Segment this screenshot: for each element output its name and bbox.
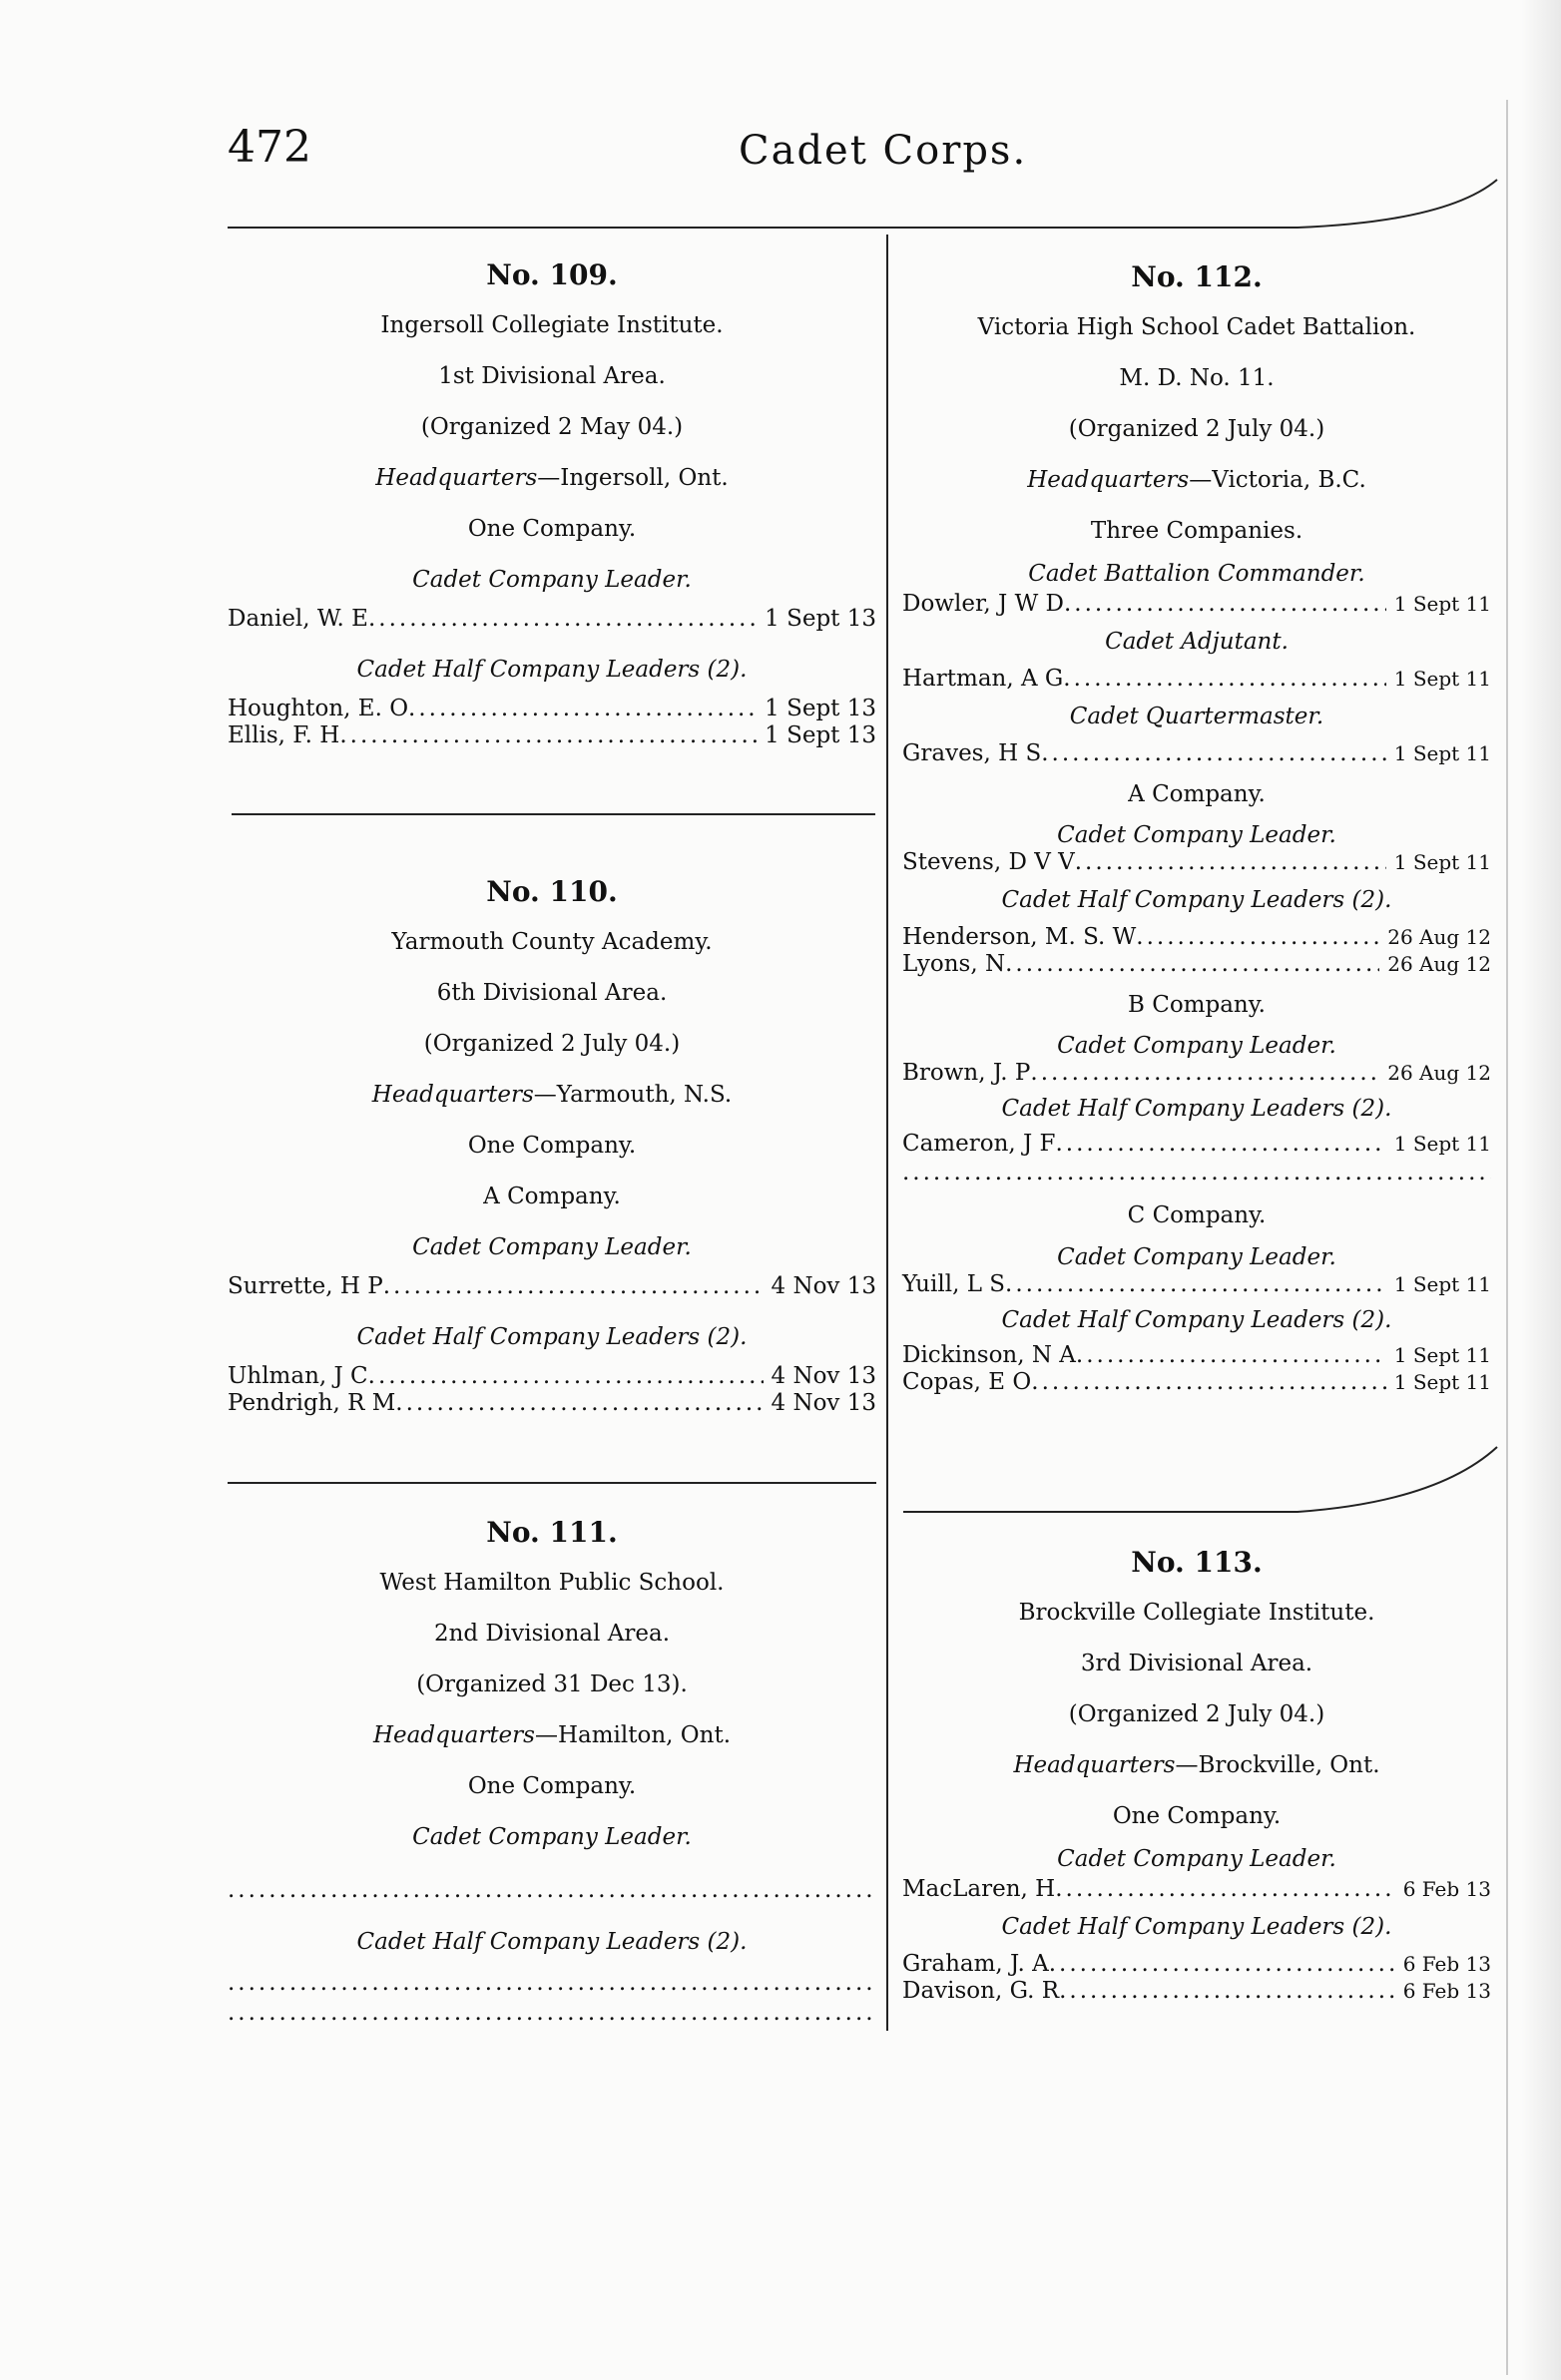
- roster-entry: Copas, E O ..... 1 Sept 11: [902, 1369, 1491, 1396]
- school-name: Ingersoll Collegiate Institute.: [380, 312, 724, 338]
- roster-entry: Graham, J. A ..... 6 Feb 13: [902, 1951, 1491, 1978]
- school-name: Brockville Collegiate Institute.: [1018, 1600, 1375, 1626]
- section-title: Cadet Company Leader.: [412, 567, 692, 593]
- companies: One Company.: [1112, 1803, 1282, 1829]
- school-name: Yarmouth County Academy.: [391, 929, 713, 955]
- unit-110: [228, 866, 876, 1417]
- companies: Three Companies.: [1090, 518, 1303, 544]
- section-divider: [228, 1482, 876, 1484]
- headquarters: Headquarters—Brockville, Ont.: [1013, 1752, 1380, 1778]
- unit-number: No. 110.: [486, 875, 618, 908]
- company-heading: B Company.: [1128, 992, 1266, 1018]
- blank-entry-line: [228, 1875, 876, 1905]
- blank-entry-line: [228, 1998, 876, 2028]
- section-title: Cadet Half Company Leaders (2).: [1001, 1914, 1392, 1940]
- area: M. D. No. 11.: [1119, 365, 1275, 391]
- section-title: Cadet Company Leader.: [1057, 1244, 1336, 1270]
- roster-entry: Yuill, L S ..... 1 Sept 11: [902, 1271, 1491, 1298]
- companies: One Company.: [467, 1133, 637, 1159]
- roster-entry: Davison, G. R ..... 6 Feb 13: [902, 1978, 1491, 2005]
- section-title: Cadet Half Company Leaders (2).: [356, 657, 748, 683]
- roster-entry: Brown, J. P ..... 26 Aug 12: [902, 1060, 1491, 1087]
- company-heading: A Company.: [1128, 781, 1266, 807]
- roster-entry: Stevens, D V V ..... 1 Sept 11: [902, 849, 1491, 876]
- section-title: Cadet Half Company Leaders (2).: [1001, 887, 1392, 913]
- section-title: Cadet Half Company Leaders (2).: [1001, 1307, 1392, 1333]
- roster-entry: Surrette, H P ..... 4 Nov 13: [228, 1273, 876, 1300]
- section-title: Cadet Company Leader.: [1057, 1846, 1336, 1872]
- area: 2nd Divisional Area.: [433, 1621, 671, 1647]
- organized-date: (Organized 2 July 04.): [1068, 1701, 1325, 1727]
- section-title: Cadet Company Leader.: [412, 1234, 692, 1260]
- organized-date: (Organized 2 May 04.): [420, 414, 684, 440]
- roster-entry: Ellis, F. H ..... 1 Sept 13: [228, 722, 876, 749]
- unit-number: No. 111.: [486, 1516, 618, 1549]
- roster-entry: Dickinson, N A ..... 1 Sept 11: [902, 1342, 1491, 1369]
- section-title: Cadet Quartermaster.: [1069, 704, 1324, 729]
- section-divider: [232, 813, 875, 815]
- school-name: Victoria High School Cadet Battalion.: [977, 314, 1416, 340]
- area: 1st Divisional Area.: [438, 363, 666, 389]
- headquarters: Headquarters—Victoria, B.C.: [1027, 467, 1366, 493]
- area: 6th Divisional Area.: [436, 980, 668, 1006]
- school-name: West Hamilton Public School.: [379, 1570, 725, 1596]
- companies: One Company.: [467, 516, 637, 542]
- section-title: Cadet Company Leader.: [1057, 822, 1336, 848]
- organized-date: (Organized 2 July 04.): [423, 1031, 681, 1057]
- section-title: Cadet Battalion Commander.: [1028, 561, 1365, 587]
- section-title: Cadet Company Leader.: [1057, 1033, 1336, 1059]
- blank-entry-line: [228, 1968, 876, 1998]
- headquarters: Headquarters—Yarmouth, N.S.: [371, 1082, 733, 1108]
- page-number: 472: [228, 122, 311, 173]
- companies: One Company.: [467, 1773, 637, 1799]
- roster-entry: Henderson, M. S. W ..... 26 Aug 12: [902, 924, 1491, 951]
- unit-113: [902, 1537, 1491, 2005]
- roster-entry: Pendrigh, R M ..... 4 Nov 13: [228, 1390, 876, 1417]
- roster-entry: Uhlman, J C ..... 4 Nov 13: [228, 1363, 876, 1390]
- unit-number: No. 109.: [486, 258, 618, 291]
- section-title: Cadet Half Company Leaders (2).: [356, 1929, 748, 1955]
- organized-date: (Organized 2 July 04.): [1068, 416, 1325, 442]
- section-title: Cadet Company Leader.: [412, 1824, 692, 1850]
- unit-111: [228, 1507, 876, 2028]
- company-heading: C Company.: [1127, 1202, 1267, 1228]
- roster-entry: Cameron, J F ..... 1 Sept 11: [902, 1131, 1491, 1158]
- company-heading: A Company.: [483, 1184, 621, 1209]
- roster-entry: Dowler, J W D ..... 1 Sept 11: [902, 591, 1491, 618]
- headquarters: Headquarters—Ingersoll, Ont.: [375, 465, 729, 491]
- organized-date: (Organized 31 Dec 13).: [416, 1671, 688, 1697]
- roster-entry: Lyons, N ..... 26 Aug 12: [902, 951, 1491, 978]
- column-divider: [886, 235, 888, 2031]
- roster-entry: MacLaren, H ..... 6 Feb 13: [902, 1876, 1491, 1903]
- unit-number: No. 112.: [1131, 260, 1263, 293]
- roster-entry: Graves, H S ..... 1 Sept 11: [902, 740, 1491, 767]
- roster-entry: Houghton, E. O ..... 1 Sept 13: [228, 696, 876, 722]
- area: 3rd Divisional Area.: [1080, 1651, 1313, 1676]
- roster-entry: Hartman, A G ..... 1 Sept 11: [902, 666, 1491, 693]
- roster-entry: Daniel, W. E ..... 1 Sept 13: [228, 606, 876, 633]
- unit-109: [228, 249, 876, 749]
- unit-112: [902, 251, 1491, 1396]
- page-edge-shadow: [1521, 0, 1561, 2380]
- headquarters: Headquarters—Hamilton, Ont.: [372, 1722, 732, 1748]
- blank-entry-line: [902, 1158, 1491, 1188]
- section-title: Cadet Adjutant.: [1105, 629, 1289, 655]
- unit-number: No. 113.: [1131, 1546, 1263, 1579]
- section-title: Cadet Half Company Leaders (2).: [356, 1324, 748, 1350]
- section-title: Cadet Half Company Leaders (2).: [1001, 1096, 1392, 1122]
- running-title: Cadet Corps.: [739, 128, 1028, 174]
